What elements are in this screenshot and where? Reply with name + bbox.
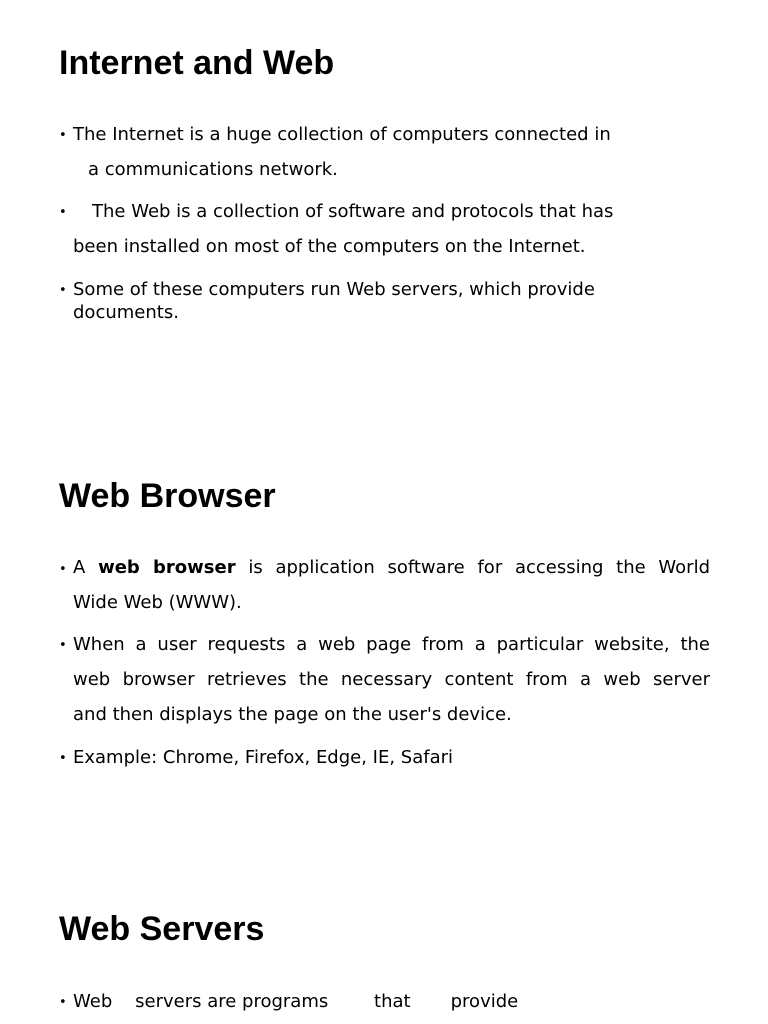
list-item-line: web browser retrieves the necessary content from a web server <box>73 669 710 690</box>
list-item <box>73 557 710 627</box>
list-item-line <box>73 557 710 578</box>
list-item-line: been installed on most of the computers on the Internet. <box>73 236 586 257</box>
list-item-text: A <box>73 557 86 578</box>
list-item-line: Example: Chrome, Firefox, Edge, IE, Safari <box>73 747 454 768</box>
list-item-line: When a user requests a web page from a particular website, the <box>73 634 710 655</box>
list-item-line: The Internet is a huge collection of computers connected in <box>73 124 611 145</box>
list-item-line: Web servers are programs that provide <box>73 991 519 1012</box>
list-item <box>73 991 713 1021</box>
list-item <box>73 279 713 329</box>
section-title-internet-and-web: Internet and Web <box>59 44 335 82</box>
list-item <box>73 634 710 744</box>
list-item <box>73 124 713 194</box>
list-item-text: is application software for accessing the World <box>248 557 710 578</box>
list-item-line: Some of these computers run Web servers, which provide <box>73 279 595 300</box>
list-item-line: a communications network. <box>88 159 338 180</box>
list-item-line: The Web is a collection of software and protocols that has <box>92 201 614 222</box>
bullet-icon: • <box>59 205 67 220</box>
list-item-line: and then displays the page on the user's device. <box>73 704 512 725</box>
list-item <box>73 201 713 271</box>
list-item <box>73 747 713 777</box>
list-item-line: documents. <box>73 302 179 323</box>
bullet-icon: • <box>59 128 67 143</box>
bullet-icon: • <box>59 751 67 766</box>
bullet-icon: • <box>59 562 67 577</box>
bullet-icon: • <box>59 638 67 653</box>
section-title-web-servers: Web Servers <box>59 910 265 948</box>
section-title-web-browser: Web Browser <box>59 477 276 515</box>
bullet-icon: • <box>59 995 67 1010</box>
bullet-icon: • <box>59 283 67 298</box>
list-item-line: Wide Web (WWW). <box>73 592 242 613</box>
term-web-browser: web browser <box>98 557 236 578</box>
